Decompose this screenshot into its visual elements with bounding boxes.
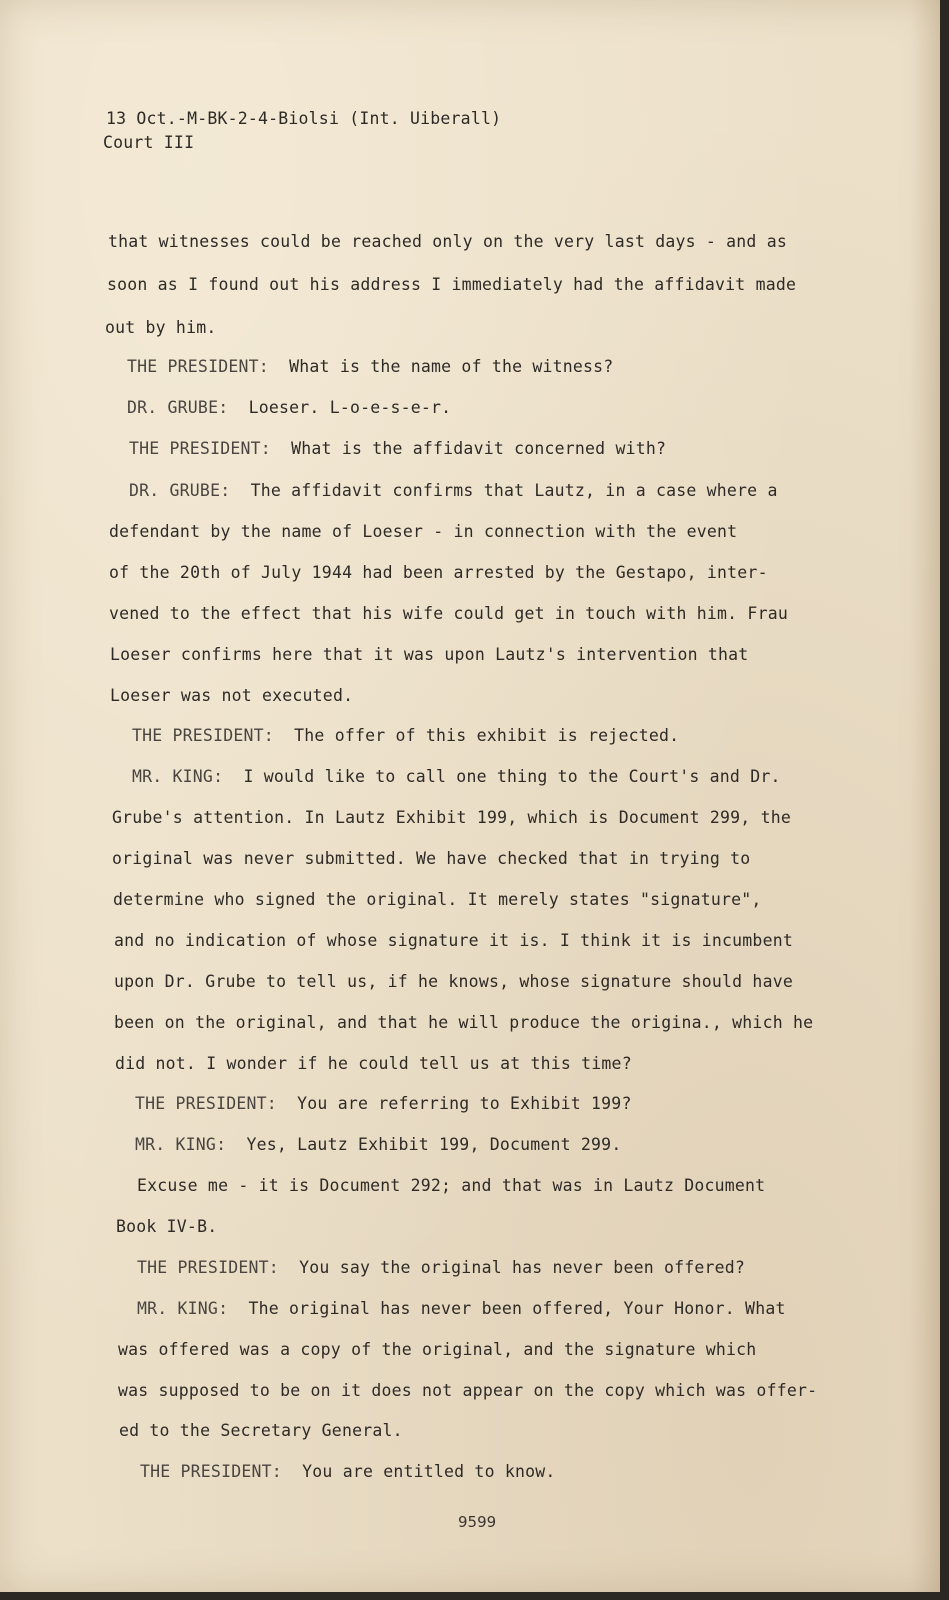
speaker-label: THE PRESIDENT: (132, 726, 274, 745)
transcript-line: Grube's attention. In Lautz Exhibit 199, which is Document 299, the (112, 808, 791, 827)
transcript-line: upon Dr. Grube to tell us, if he knows, whose signature should have (114, 972, 793, 991)
speech-text: You are referring to Exhibit 199? (297, 1094, 632, 1113)
speaker-label: THE PRESIDENT: (127, 357, 269, 376)
speech-text: What is the affidavit concerned with? (291, 439, 667, 458)
transcript-line: determine who signed the original. It merely states "signature", (113, 890, 762, 909)
transcript-line: defendant by the name of Loeser - in connection with the event (109, 522, 738, 541)
transcript-exchange (140, 1462, 556, 1482)
transcript-exchange (137, 1258, 745, 1278)
transcript-exchange (127, 357, 613, 377)
transcript-line: vened to the effect that his wife could get in touch with him. Frau (109, 604, 788, 623)
transcript-exchange (129, 439, 666, 459)
transcript-line: was offered was a copy of the original, and the signature which (118, 1340, 757, 1359)
transcript-line: Loeser confirms here that it was upon Lautz's intervention that (110, 645, 749, 664)
speech-text: The affidavit confirms that Lautz, in a case where a (250, 481, 778, 500)
speech-text: You are entitled to know. (302, 1462, 556, 1481)
speech-text: What is the name of the witness? (289, 357, 614, 376)
speaker-label: MR. KING: (135, 1135, 227, 1154)
speech-text: The offer of this exhibit is rejected. (294, 726, 680, 745)
transcript-line: out by him. (105, 318, 217, 337)
transcript-line: been on the original, and that he will produce the origina., which he (114, 1013, 814, 1032)
speaker-label: MR. KING: (132, 767, 224, 786)
header-line-2: Court III (103, 133, 195, 152)
transcript-line: soon as I found out his address I immediately had the affidavit made (107, 275, 797, 294)
speaker-label: DR. GRUBE: (129, 481, 231, 500)
speech-text: Loeser. L-o-e-s-e-r. (248, 398, 452, 417)
page-edge-shadow (910, 0, 940, 1592)
transcript-exchange (132, 726, 679, 746)
transcript-exchange (135, 1094, 632, 1114)
transcript-exchange (135, 1135, 621, 1155)
transcript-exchange (127, 398, 451, 418)
transcript-line: Loeser was not executed. (110, 686, 354, 705)
transcript-exchange (129, 481, 778, 501)
speech-text: The original has never been offered, Your Honor. What (248, 1299, 786, 1318)
transcript-line: that witnesses could be reached only on the very last days - and as (108, 232, 787, 251)
transcript-exchange (137, 1299, 786, 1319)
speech-text: I would like to call one thing to the Court's and Dr. (243, 767, 781, 786)
transcript-line: ed to the Secretary General. (119, 1421, 403, 1440)
transcript-exchange (132, 767, 781, 787)
speaker-label: DR. GRUBE: (127, 398, 229, 417)
speaker-label: THE PRESIDENT: (135, 1094, 277, 1113)
header-line-1: 13 Oct.-M-BK-2-4-Biolsi (Int. Uiberall) (106, 109, 502, 128)
speaker-label: THE PRESIDENT: (137, 1258, 279, 1277)
speech-text: Yes, Lautz Exhibit 199, Document 299. (246, 1135, 622, 1154)
transcript-line: Book IV-B. (116, 1217, 218, 1236)
speaker-label: THE PRESIDENT: (129, 439, 271, 458)
transcript-line: and no indication of whose signature it is. I think it is incumbent (114, 931, 793, 950)
transcript-line: was supposed to be on it does not appear on the copy which was offer- (118, 1381, 818, 1400)
speaker-label: MR. KING: (137, 1299, 229, 1318)
transcript-line: did not. I wonder if he could tell us at this time? (115, 1054, 632, 1073)
transcript-line: original was never submitted. We have checked that in trying to (112, 849, 751, 868)
transcript-line: Excuse me - it is Document 292; and that was in Lautz Document (137, 1176, 766, 1195)
transcript-line: of the 20th of July 1944 had been arrested by the Gestapo, inter- (109, 563, 768, 582)
speaker-label: THE PRESIDENT: (140, 1462, 282, 1481)
page-number: 9599 (458, 1513, 497, 1531)
speech-text: You say the original has never been offered? (299, 1258, 746, 1277)
